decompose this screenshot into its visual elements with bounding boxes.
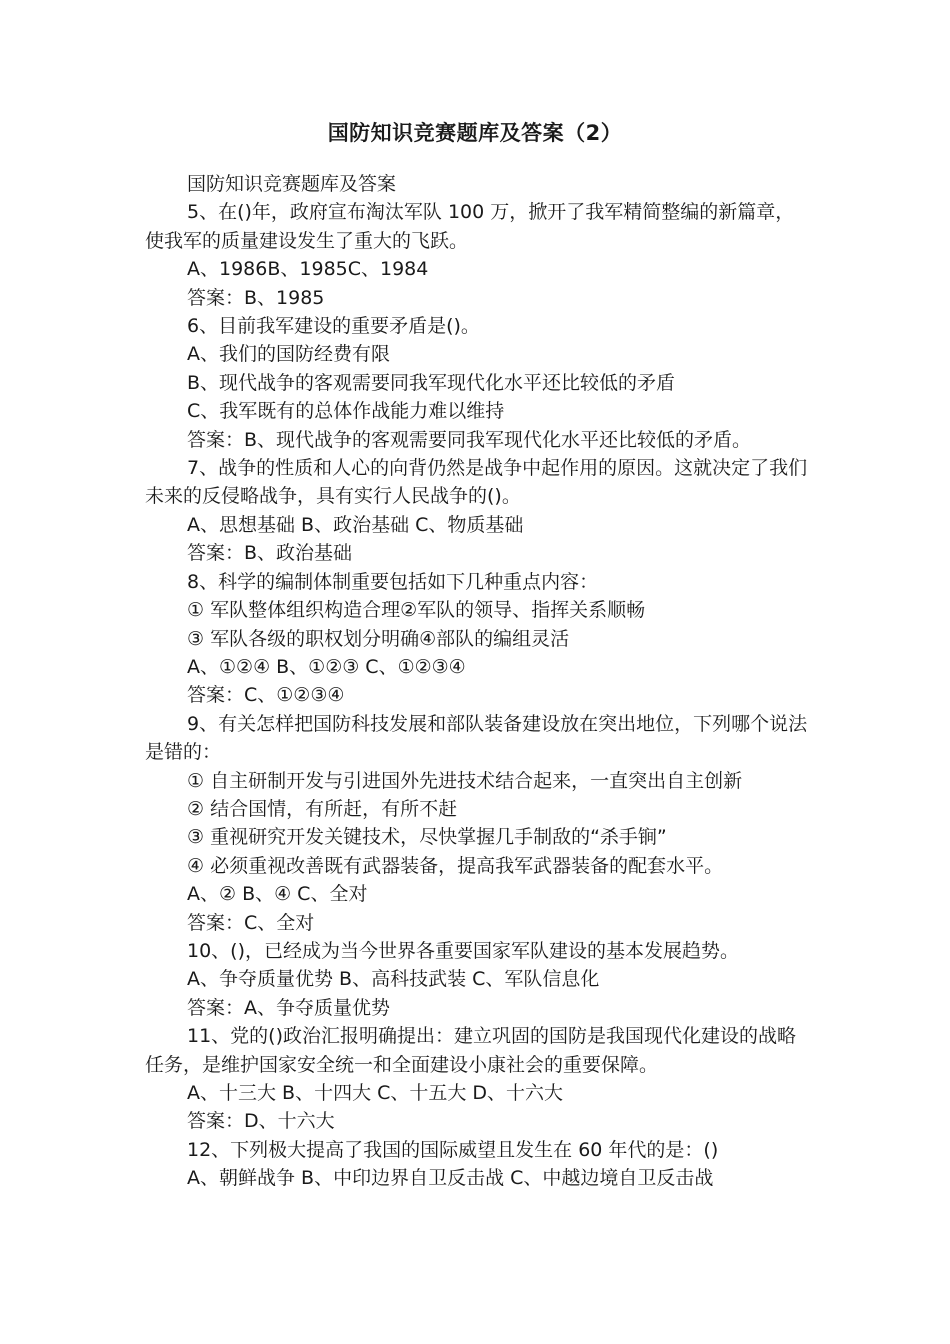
paragraph: 8、科学的编制体制重要包括如下几种重点内容： xyxy=(187,570,599,593)
paragraph: 答案：B、政治基础 xyxy=(187,542,353,565)
paragraph: 10、()，已经成为当今世界各重要国家军队建设的基本发展趋势。 xyxy=(187,939,740,962)
paragraph: A、朝鲜战争 B、中印边界自卫反击战 C、中越边境自卫反击战 xyxy=(187,1167,714,1190)
paragraph: A、1986B、1985C、1984 xyxy=(187,258,429,281)
paragraph: ③ 军队各级的职权划分明确④部队的编组灵活 xyxy=(187,627,570,650)
paragraph: ③ 重视研究开发关键技术，尽快掌握几手制敌的“杀手锏” xyxy=(187,826,667,849)
paragraph: 答案：C、①②③④ xyxy=(187,684,345,707)
page-title: 国防知识竞赛题库及答案（2） xyxy=(327,121,623,145)
paragraph: ① 自主研制开发与引进国外先进技术结合起来，一直突出自主创新 xyxy=(187,769,743,792)
paragraph: 答案：A、争夺质量优势 xyxy=(187,996,390,1019)
paragraph: 9、有关怎样把国防科技发展和部队装备建设放在突出地位，下列哪个说法是错的： xyxy=(145,712,808,764)
paragraph: A、思想基础 B、政治基础 C、物质基础 xyxy=(187,513,524,536)
paragraph: ④ 必须重视改善既有武器装备，提高我军武器装备的配套水平。 xyxy=(187,854,724,877)
paragraph: 6、目前我军建设的重要矛盾是()。 xyxy=(187,315,480,338)
paragraph: 答案：B、1985 xyxy=(187,286,325,309)
paragraph: A、①②④ B、①②③ C、①②③④ xyxy=(187,655,466,678)
paragraph: A、② B、④ C、全对 xyxy=(187,883,368,906)
paragraph: 12、下列极大提高了我国的国际威望且发生在 60 年代的是：() xyxy=(187,1138,719,1161)
paragraph: 7、战争的性质和人心的向背仍然是战争中起作用的原因。这就决定了我们未来的反侵略战争，具有实行人民战争的()。 xyxy=(145,457,808,508)
paragraph: 答案：B、现代战争的客观需要同我军现代化水平还比较低的矛盾。 xyxy=(187,428,752,451)
paragraph: ① 军队整体组织构造合理②军队的领导、指挥关系顺畅 xyxy=(187,599,646,622)
paragraph: B、现代战争的客观需要同我军现代化水平还比较低的矛盾 xyxy=(187,371,676,394)
paragraph: ② 结合国情，有所赶，有所不赶 xyxy=(187,797,458,820)
paragraph: 国防知识竞赛题库及答案 xyxy=(187,173,397,195)
paragraph: A、我们的国防经费有限 xyxy=(187,343,390,366)
paragraph: 11、党的()政治汇报明确提出：建立巩固的国防是我国现代化建设的战略任务，是维护国家安全统一和全面建设小康社会的重要保障。 xyxy=(145,1025,797,1076)
paragraph: A、争夺质量优势 B、高科技武装 C、军队信息化 xyxy=(187,968,600,991)
document-body xyxy=(145,170,813,1193)
paragraph: A、十三大 B、十四大 C、十五大 D、十六大 xyxy=(187,1082,564,1104)
paragraph: 答案：D、十六大 xyxy=(187,1110,335,1133)
paragraph: 答案：C、全对 xyxy=(187,911,315,934)
paragraph: C、我军既有的总体作战能力难以维持 xyxy=(187,400,505,423)
paragraph: 5、在()年，政府宣布淘汰军队 100 万，掀开了我军精简整编的新篇章，使我军的质量建设发生了重大的飞跃。 xyxy=(145,201,795,252)
